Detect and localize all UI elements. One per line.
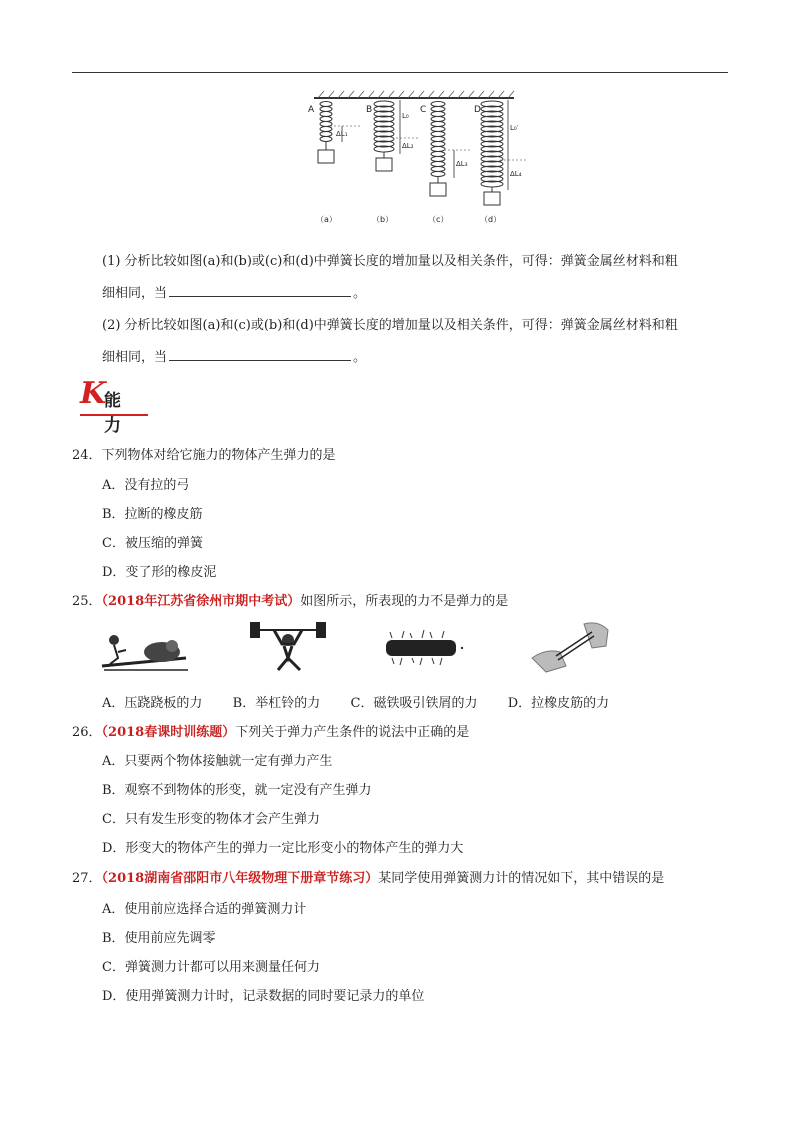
q26-stem <box>72 723 469 743</box>
q25-text: 如图所示，所表现的力不是弹力的是 <box>300 594 509 609</box>
spring-figure <box>300 86 530 226</box>
q24-option-a[interactable]: A．没有拉的弓 <box>102 478 190 493</box>
q23-part1-blank[interactable] <box>169 282 351 297</box>
q26-number: 26． <box>72 725 102 740</box>
q27-option-d[interactable]: D．使用弹簧测力计时，记录数据的同时要记录力的单位 <box>102 989 425 1004</box>
caption-c: （c） <box>428 215 449 224</box>
q27-option-a[interactable]: A．使用前应选择合适的弹簧测力计 <box>102 902 307 917</box>
q23-part2-prefix: 细相同，当 <box>102 350 168 365</box>
measure-dl4: ΔL₄ <box>510 170 522 178</box>
spring-label-c: C <box>420 105 427 115</box>
q26-option-d[interactable]: D．形变大的物体产生的弹力一定比形变小的物体产生的弹力大 <box>102 841 464 856</box>
q27-number: 27． <box>72 871 102 886</box>
q26-text: 下列关于弹力产生条件的说法中正确的是 <box>235 725 470 740</box>
q23-part2-line2 <box>102 346 366 368</box>
q25-option-c[interactable]: C．磁铁吸引铁屑的力 <box>350 696 478 711</box>
measure-dl1: ΔL₁ <box>336 130 348 138</box>
q26-option-b[interactable]: B．观察不到物体的形变，就一定没有产生弹力 <box>102 783 372 798</box>
q27-text: 某同学使用弹簧测力计的情况如下，其中错误的是 <box>378 871 665 886</box>
q23-part2-end: 。 <box>353 350 367 365</box>
q25-options-row <box>102 694 609 714</box>
q24-option-b[interactable]: B．拉断的橡皮筋 <box>102 507 203 522</box>
caption-d: （d） <box>480 215 502 224</box>
q25-picture-magnet <box>382 628 466 668</box>
q25-picture-rubberband <box>526 618 616 674</box>
q23-part2-blank[interactable] <box>169 346 351 361</box>
q25-option-d[interactable]: D．拉橡皮筋的力 <box>507 696 610 711</box>
spring-label-b: B <box>366 105 373 115</box>
q27-stem <box>72 869 664 889</box>
q25-number: 25． <box>72 594 102 609</box>
q26-option-c[interactable]: C．只有发生形变的物体才会产生弹力 <box>102 812 320 827</box>
q25-picture-seesaw <box>100 624 190 674</box>
q23-part1-line2 <box>102 282 366 304</box>
q26-source: （2018春课时训练题） <box>101 725 236 740</box>
q27-option-c[interactable]: C．弹簧测力计都可以用来测量任何力 <box>102 960 320 975</box>
q24-stem <box>72 446 336 466</box>
q25-source: （2018年江苏省徐州市期中考试） <box>101 594 301 609</box>
q24-number: 24． <box>72 448 102 463</box>
caption-b: （b） <box>372 215 394 224</box>
spring-label-a: A <box>308 105 315 115</box>
q25-picture-barbell <box>248 618 328 674</box>
caption-a: （a） <box>316 215 337 224</box>
measure-dl2: ΔL₂ <box>402 142 414 150</box>
q25-stem <box>72 592 508 612</box>
measure-dl3: ΔL₃ <box>456 160 468 168</box>
section-letter: K <box>80 376 107 411</box>
q23-part1-prefix: 细相同，当 <box>102 286 168 301</box>
q24-text: 下列物体对给它施力的物体产生弹力的是 <box>101 448 336 463</box>
q23-part2-line1: (2) 分析比较如图(a)和(c)或(b)和(d)中弹簧长度的增加量以及相关条件，可得：弹簧金属丝材料和粗 <box>102 318 678 333</box>
q26-option-a[interactable]: A．只要两个物体接触就一定有弹力产生 <box>102 754 333 769</box>
section-underline <box>80 414 148 416</box>
q25-option-a[interactable]: A．压跷跷板的力 <box>102 696 203 711</box>
header-rule <box>72 72 728 73</box>
q23-part1-line1: (1) 分析比较如图(a)和(b)或(c)和(d)中弹簧长度的增加量以及相关条件，可得：弹簧金属丝材料和粗 <box>102 254 678 269</box>
q24-option-c[interactable]: C．被压缩的弹簧 <box>102 536 203 551</box>
q27-source: （2018湖南省邵阳市八年级物理下册章节练习） <box>101 871 379 886</box>
section-title: 能力 <box>104 391 121 436</box>
q24-option-d[interactable]: D．变了形的橡皮泥 <box>102 565 217 580</box>
measure-l0p: L₀′ <box>510 124 519 132</box>
q25-option-b[interactable]: B．举杠铃的力 <box>232 696 321 711</box>
spring-label-d: D <box>474 105 481 115</box>
q27-option-b[interactable]: B．使用前应先调零 <box>102 931 216 946</box>
q23-part1-end: 。 <box>353 286 367 301</box>
measure-l0: L₀ <box>402 112 409 120</box>
